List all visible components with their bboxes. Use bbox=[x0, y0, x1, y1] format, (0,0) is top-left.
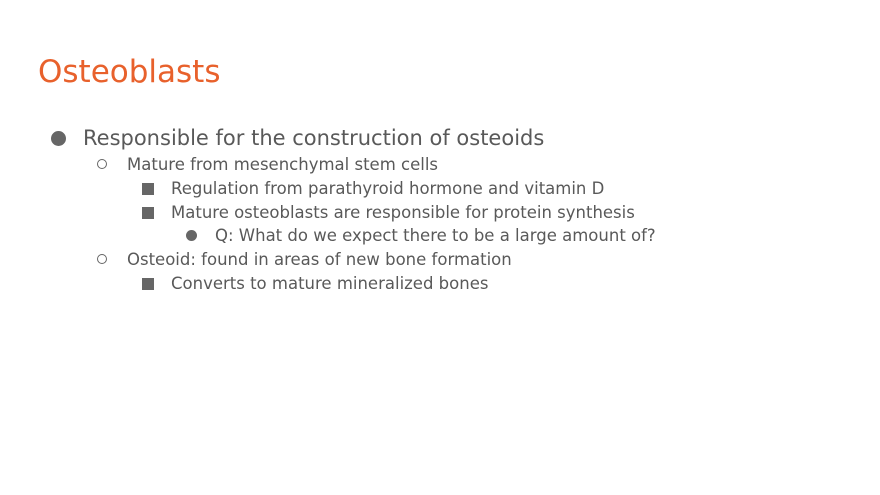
bullet-text: Converts to mature mineralized bones bbox=[171, 274, 489, 293]
filled-square-bullet-icon bbox=[142, 207, 154, 219]
filled-square-bullet-icon bbox=[142, 278, 154, 290]
bullet-text: Regulation from parathyroid hormone and vitamin D bbox=[171, 179, 605, 198]
bullet-text: Osteoid: found in areas of new bone formation bbox=[127, 250, 512, 269]
bullet-text: Responsible for the construction of osteoids bbox=[83, 126, 545, 150]
bullet-text: Q: What do we expect there to be a large amount of? bbox=[215, 226, 656, 245]
bullet-text: Mature osteoblasts are responsible for protein synthesis bbox=[171, 203, 635, 222]
filled-square-bullet-icon bbox=[142, 183, 154, 195]
hollow-circle-bullet-icon bbox=[97, 159, 107, 169]
slide-title: Osteoblasts bbox=[38, 54, 221, 90]
filled-circle-bullet-icon bbox=[186, 230, 197, 241]
hollow-circle-bullet-icon bbox=[97, 254, 107, 264]
filled-circle-bullet-icon bbox=[51, 131, 66, 146]
bullet-text: Mature from mesenchymal stem cells bbox=[127, 155, 438, 174]
